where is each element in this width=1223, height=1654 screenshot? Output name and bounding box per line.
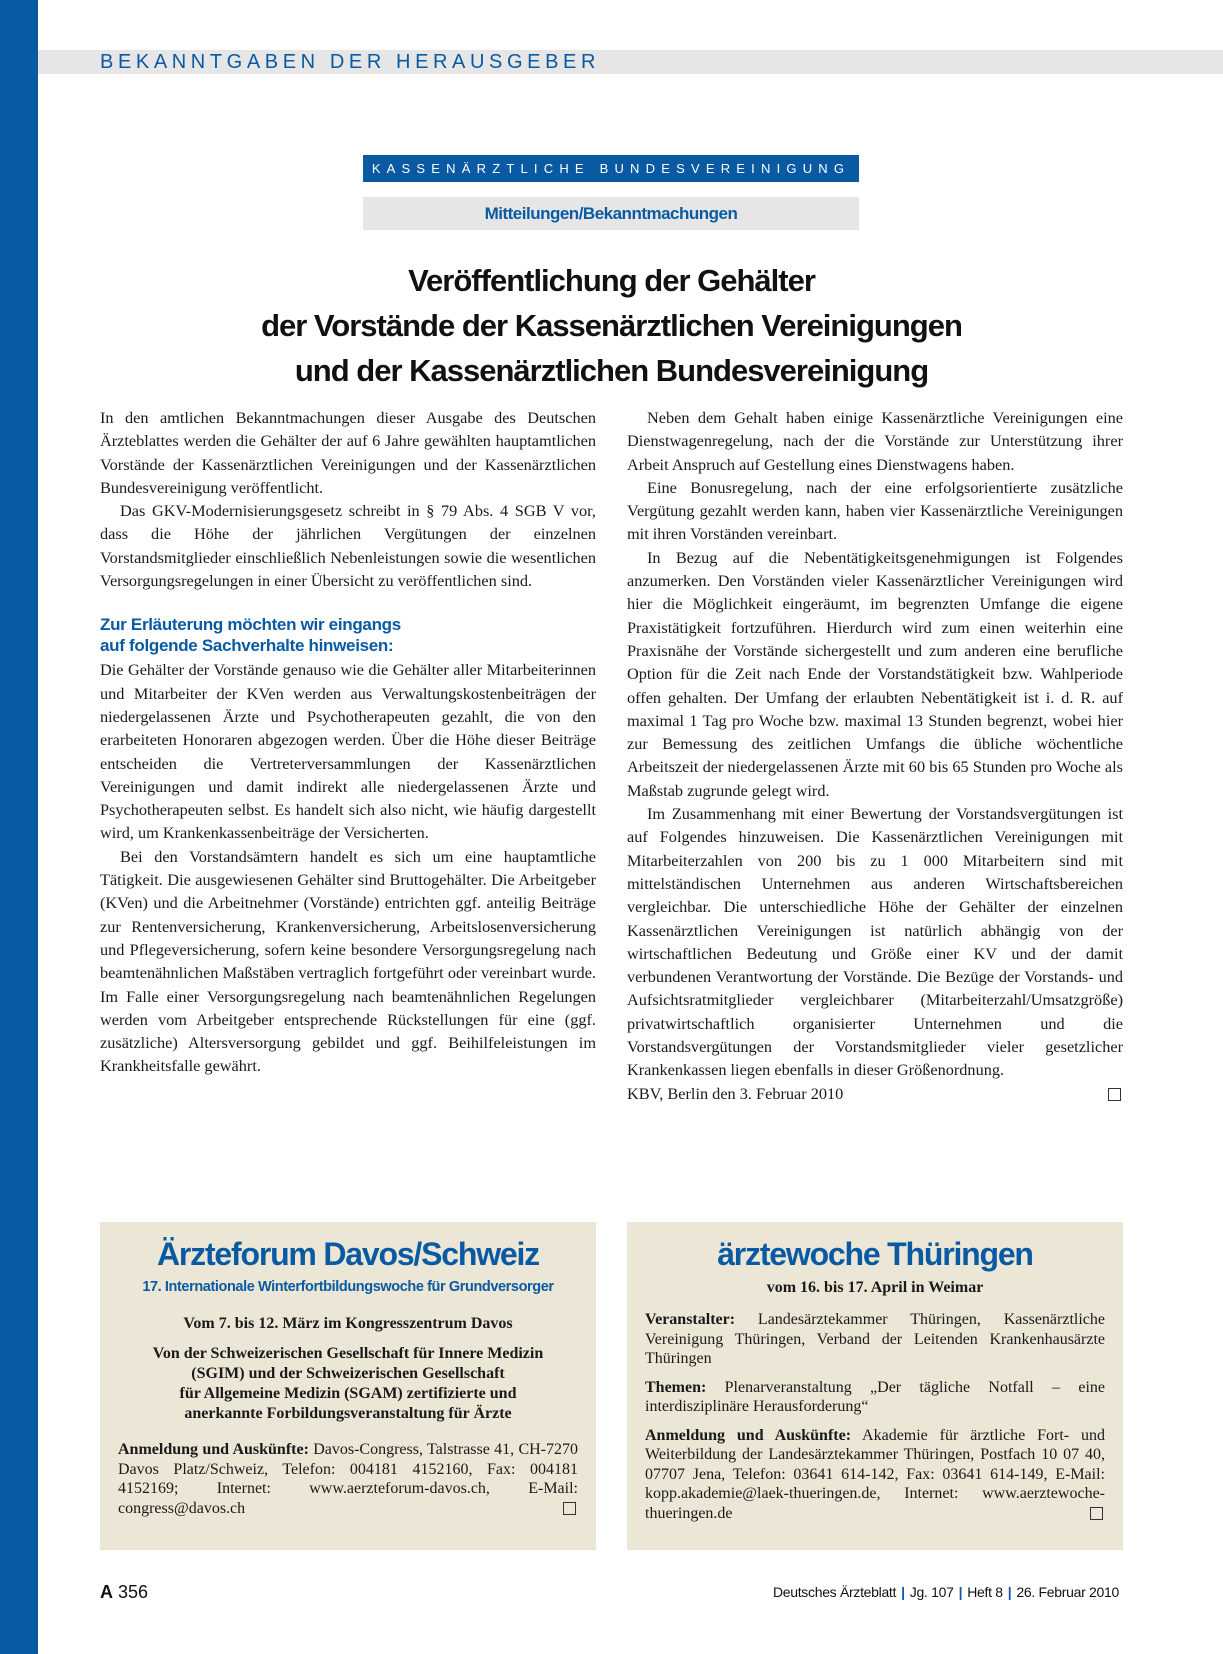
event-organizer [645, 1310, 1105, 1369]
contact-text: Davos-Congress, Talstrasse 41, CH-7270 Davos Platz/Schweiz, Telefon: 004181 4152160, Fax: 004181 4152169; Internet: www.aerzteforum-davos.ch, E-Mail: congress@davos.ch [118, 1441, 579, 1517]
journal-issue: Heft 8 [967, 1584, 1003, 1600]
page-number [100, 1582, 148, 1603]
contact-label: Anmeldung und Auskünfte: [118, 1441, 309, 1458]
paragraph: Bei den Vorstandsämtern handelt es sich um eine hauptamtliche Tätigkeit. Die ausgewiesenen Gehälter sind Bruttogehälter. Die Arbeitgeber (KVen) und die Arbeitnehmer (Vorstände) entrichten ggf. anteilig Beiträge zur Rentenversicherung, Krankenversicherung, Arbeitslosenversicherung und Pflegeversicherung, sofern keine besondere Versorgungsregelung nach beamtenähnlichen Maßstäben vertraglich fortgeführt oder vereinbart wurde. Im Falle einer Versorgungsregelung nach beamtenähnlichen Regelungen werden vom Arbeitgeber entsprechende Rückstellungen für eine (ggf. zusätzliche) Altersversorgung gebildet und ggf. Beihilfeleistungen im Krankheitsfalle gewährt. [100, 846, 596, 1076]
article-title [150, 258, 1073, 393]
event-title: ärztewoche Thüringen [717, 1236, 1033, 1272]
article-title-line: Veröffentlichung der Gehälter [408, 263, 815, 298]
section-label: BEKANNTGABEN DER HERAUSGEBER [100, 51, 600, 73]
paragraph: Eine Bonusregelung, nach der eine erfolgsorientierte zusätzliche Vergütung gezahlt werden kann, haben vier Kassenärztliche Vereinigungen mit ihren Vorständen vereinbart. [627, 477, 1123, 544]
article-column-left [100, 406, 596, 1078]
certification-line: anerkannte Forbildungsveranstaltung für Ärzte [184, 1405, 512, 1422]
end-mark-icon [563, 1502, 576, 1515]
contact-label: Anmeldung und Auskünfte: [645, 1426, 852, 1444]
signature: KBV, Berlin den 3. Februar 2010 [627, 1083, 844, 1103]
paragraph: Das GKV-Modernisierungsgesetz schreibt in § 79 Abs. 4 SGB V vor, dass die Höhe der jährlichen Vergütungen der einzelnen Vorstandsmitglieder einschließlich Nebenleistungen sowie die wesentlichen Versorgungsregelungen in einer Übersicht zu veröffentlichen sind. [100, 501, 596, 591]
article-title-line: und der Kassenärztlichen Bundesvereinigung [294, 353, 929, 388]
topics-label: Themen: [645, 1378, 707, 1396]
organization-bar: KASSENÄRZTLICHE BUNDESVEREINIGUNG [363, 155, 859, 182]
journal-info [773, 1584, 1119, 1600]
journal-date: 26. Februar 2010 [1016, 1584, 1119, 1600]
separator: | [958, 1584, 963, 1600]
certification-line: für Allgemeine Medizin (SGAM) zertifizierte und [179, 1385, 517, 1402]
left-color-bar [0, 0, 38, 1654]
separator: | [1007, 1584, 1012, 1600]
paragraph: In den amtlichen Bekanntmachungen dieser Ausgabe des Deutschen Ärzteblattes werden die Gehälter der auf 6 Jahre gewählten hauptamtlichen Vorstände der Kassenärztlichen Vereinigungen und der Kassenärztlichen Bundesvereinigung veröffentlicht. [100, 408, 596, 497]
event-box-davos [100, 1222, 596, 1550]
end-mark-icon [1090, 1507, 1103, 1520]
page-number-value: 356 [113, 1582, 149, 1602]
journal-volume: Jg. 107 [909, 1584, 954, 1600]
subheading-line: auf folgende Sachverhalte hinweisen: [100, 636, 394, 656]
event-topics [645, 1378, 1105, 1417]
page-prefix: A [100, 1582, 113, 1602]
organizer-text: Landesärztekammer Thüringen, Kassenärztliche Vereinigung Thüringen, Verband der Leitenden Krankenhausärzte Thüringen [645, 1311, 1105, 1367]
event-contact [118, 1440, 578, 1518]
category-bar: Mitteilungen/Bekanntmachungen [363, 197, 859, 230]
event-certification [118, 1344, 578, 1424]
event-box-thueringen [627, 1222, 1123, 1550]
organizer-label: Veranstalter: [645, 1311, 736, 1328]
paragraph: In Bezug auf die Nebentätigkeitsgenehmigungen ist Folgendes anzumerken. Den Vorständen vieler Kassenärztlicher Vereinigungen wird hier die Möglichkeit eingeräumt, im begrenzten Umfange die eigene Praxistätigkeit fortzuführen. Hierdurch wird zum einen weiterhin eine Praxisnähe der Vorstände sichergestellt und zum anderen eine berufliche Option für die Zeit nach Ende der Vorstandstätigkeit bzw. Wahlperiode offen gehalten. Der Umfang der erlaubten Nebentätigkeit ist i. d. R. auf maximal 1 Tag pro Woche bzw. maximal 13 Stunden begrenzt, wobei hier zur Bemessung des zeitlichen Umfangs die übliche wöchentliche Arbeitszeit der niedergelassenen Ärzte mit 60 bis 65 Stunden pro Woche als Maßstab zugrunde gelegt wird. [627, 547, 1123, 800]
certification-line: (SGIM) und der Schweizerischen Gesellschaft [191, 1365, 505, 1382]
subheading [100, 614, 596, 656]
paragraph: Die Gehälter der Vorstände genauso wie die Gehälter aller Mitarbeiterinnen und Mitarbeiter der KVen werden aus Verwaltungskostenbeiträgen der niedergelassenen Ärzte und Psychotherapeuten gezahlt, die von den erarbeiteten Honoraren abgezogen werden. Über die Höhe dieser Beiträge entscheiden die Vertreterversammlungen der Kassenärztlichen Vereinigungen und damit indirekt alle niedergelassenen Ärzte und Psychotherapeuten selbst. Es handelt sich also nicht, wie häufig dargestellt wird, um Krankenkassenbeiträge der Versicherten. [100, 660, 596, 843]
journal-name: Deutsches Ärzteblatt [772, 1584, 897, 1600]
event-date: vom 16. bis 17. April in Weimar [766, 1279, 984, 1296]
event-title: Ärzteforum Davos/Schweiz [157, 1236, 539, 1272]
paragraph: Neben dem Gehalt haben einige Kassenärztliche Vereinigungen eine Dienstwagenregelung, nach der die Vorstände zur Unterstützung ihrer Arbeit Anspruch auf Gestellung eines Dienstwagens haben. [627, 408, 1123, 474]
event-subtitle: 17. Internationale Winterfortbildungswoche für Grundversorger [142, 1279, 554, 1295]
subheading-line: Zur Erläuterung möchten wir eingangs [100, 615, 401, 635]
end-mark-icon [1108, 1088, 1121, 1101]
signature-line [627, 1082, 1123, 1105]
event-contact [645, 1426, 1105, 1524]
paragraph: Im Zusammenhang mit einer Bewertung der Vorstandsvergütungen ist auf Folgendes hinzuweisen. Die Kassenärztlichen Vereinigungen mit Mitarbeiterzahlen von 200 bis zu 1 000 Mitarbeitern sind mit mittelständischen Unternehmen aus anderen Wirtschaftsbereichen vergleichbar. Die unterschiedliche Höhe der Gehälter der einzelnen Kassenärztlichen Vereinigungen ist natürlich abhängig von der wirtschaftlichen Bedeutung und Größe einer KV und der damit verbundenen Verantwortung der Vorstände. Die Bezüge der Vorstands- und Aufsichtsratmitglieder vergleichbarer (Mitarbeiterzahl/Umsatzgröße) privatwirtschaftlich organisierter Unternehmen und die Vorstandsvergütungen der Vorstandsmitglieder vieler gesetzlicher Krankenkassen liegen ebenfalls in dieser Größenordnung. [627, 804, 1123, 1080]
contact-text: Akademie für ärztliche Fort- und Weiterbildung der Landesärztekammer Thüringen, Postfach 10 07 40, 07707 Jena, Telefon: 03641 614-142, Fax: 03641 614-149, E-Mail: kopp.akademie@laek-thueringen.de, Internet: www.aerztewoche-thueringen.de [645, 1426, 1106, 1522]
article-title-line: der Vorstände der Kassenärztlichen Vereinigungen [261, 308, 962, 343]
certification-line: Von der Schweizerischen Gesellschaft für Innere Medizin [152, 1345, 544, 1362]
separator: | [901, 1584, 905, 1600]
topics-text: Plenarveranstaltung „Der tägliche Notfall – eine interdisziplinäre Herausforderung“ [645, 1378, 1105, 1415]
event-date: Vom 7. bis 12. März im Kongresszentrum Davos [183, 1315, 513, 1332]
article-column-right [627, 406, 1123, 1105]
